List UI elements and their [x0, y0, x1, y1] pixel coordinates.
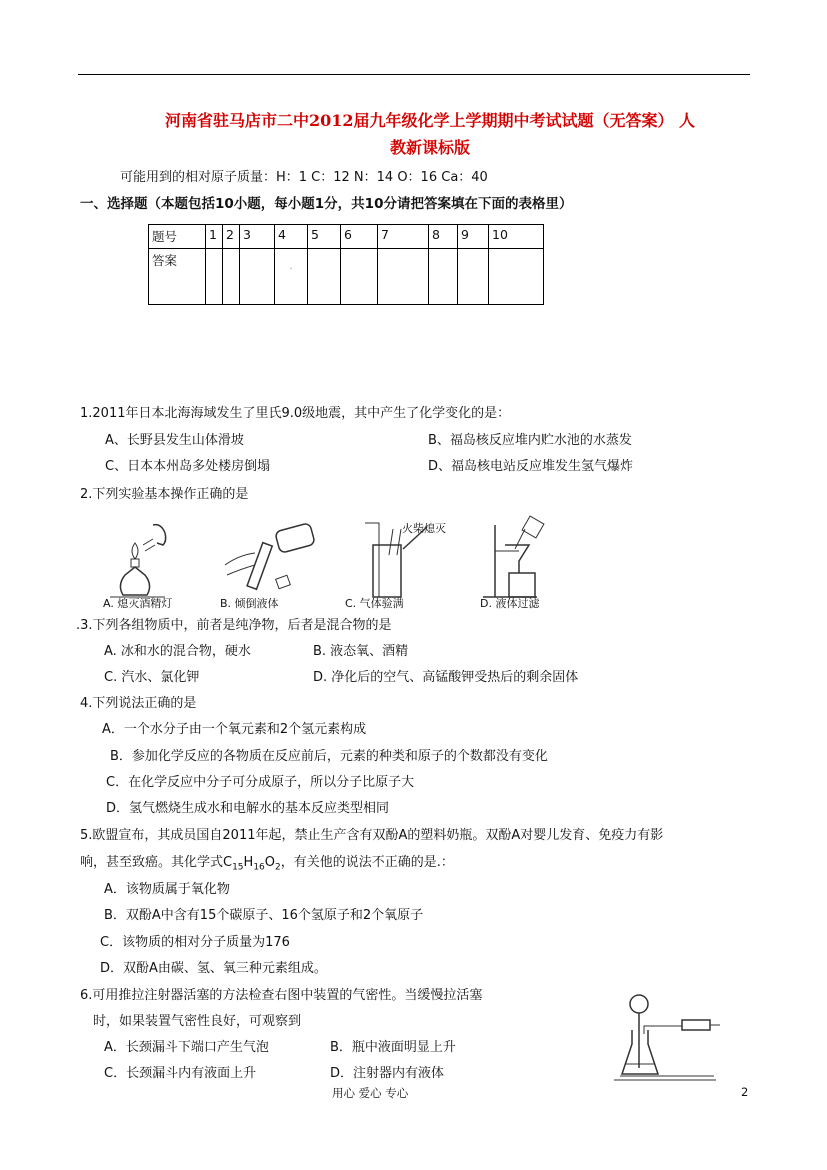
answer-cell[interactable]: [429, 249, 458, 305]
answer-row: [149, 249, 544, 305]
answer-cell[interactable]: [308, 249, 341, 305]
figure-q6-apparatus: [612, 990, 722, 1086]
figure-d-filtration: [475, 515, 555, 607]
table-cell-number: 3: [240, 225, 275, 249]
formula-o: O: [264, 855, 275, 870]
q5-stem-line-1: 5.欧盟宣布，其成员国自2011年起，禁止生产含有双酚A的塑料奶瓶。双酚A对婴儿发育、免疫力有影: [80, 828, 664, 843]
answer-cell[interactable]: [489, 249, 544, 305]
table-cell-number: 8: [429, 225, 458, 249]
section-heading: 一、选择题（本题包括10小题，每小题1分，共10分请把答案填在下面的表格里）: [80, 196, 573, 212]
figure-a-caption: A. 熄灭酒精灯: [103, 597, 173, 610]
q2-stem: 2.下列实验基本操作正确的是: [80, 487, 249, 502]
answer-table: [148, 224, 544, 305]
answer-cell[interactable]: [341, 249, 378, 305]
table-cell-number: 4: [275, 225, 308, 249]
formula-subscript-c: 15: [232, 862, 244, 873]
figure-c-label: 火柴熄灭: [402, 522, 446, 535]
q3-option-b: B. 液态氧、酒精: [313, 644, 409, 659]
q5-stem-pre: 响，甚至致癌。其化学式C: [80, 855, 233, 870]
answer-cell[interactable]: [378, 249, 429, 305]
q6-option-b: B．瓶中液面明显上升: [330, 1040, 456, 1055]
table-label-answer: 答案: [149, 249, 206, 305]
q4-option-d: D．氢气燃烧生成水和电解水的基本反应类型相同: [106, 801, 390, 816]
q3-option-d: D. 净化后的空气、高锰酸钾受热后的剩余固体: [313, 670, 579, 685]
answer-cell[interactable]: [458, 249, 489, 305]
formula-subscript-h: 16: [253, 862, 265, 873]
figure-b-pour-liquid: [215, 515, 325, 607]
q1-option-c: C、日本本州岛多处楼房倒塌: [105, 459, 271, 474]
header-rule: [78, 74, 750, 75]
table-cell-number: 10: [489, 225, 544, 249]
q5-stem-post: ，有关他的说法不正确的是.：: [280, 855, 454, 870]
q4-option-c: C．在化学反应中分子可分成原子，所以分子比原子大: [106, 775, 415, 790]
answer-cell[interactable]: [206, 249, 223, 305]
footer-motto: 用心 爱心 专心: [332, 1086, 409, 1100]
atomic-mass-line: 可能用到的相对原子质量：H：1 C：12 N：14 O：16 Ca：40: [120, 170, 488, 185]
q4-stem: 4.下列说法正确的是: [80, 696, 197, 711]
q5-option-c: C．该物质的相对分子质量为176: [100, 935, 290, 950]
table-cell-number: 5: [308, 225, 341, 249]
q6-option-d: D．注射器内有液体: [330, 1066, 445, 1081]
q3-stem: .3.下列各组物质中，前者是纯净物，后者是混合物的是: [76, 618, 392, 633]
table-dot: .: [289, 261, 293, 272]
q4-option-b: B．参加化学反应的各物质在反应前后，元素的种类和原子的个数都没有变化: [110, 749, 548, 764]
q1-option-d: D、福岛核电站反应堆发生氢气爆炸: [428, 459, 634, 474]
q5-stem-line-2: [80, 851, 454, 873]
q1-stem: 1.2011年日本北海海域发生了里氏9.0级地震，其中产生了化学变化的是：: [80, 406, 511, 421]
formula-subscript-o: 2: [275, 862, 281, 873]
q5-option-b: B．双酚A中含有15个碳原子、16个氢原子和2个氧原子: [104, 908, 424, 923]
figure-b-caption: B. 倾倒液体: [220, 597, 279, 610]
q3-option-c: C. 汽水、氯化钾: [104, 670, 200, 685]
q5-option-d: D．双酚A由碳、氢、氧三种元素组成。: [100, 961, 327, 976]
title-line-1: 河南省驻马店市二中2012届九年级化学上学期期中考试试题（无答案） 人: [164, 111, 696, 130]
answer-cell[interactable]: [275, 249, 308, 305]
table-cell-number: 7: [378, 225, 429, 249]
q4-option-a: A．一个水分子由一个氧元素和2个氢元素构成: [102, 722, 367, 737]
q5-option-a: A．该物质属于氧化物: [104, 882, 230, 897]
figure-d-caption: D. 液体过滤: [480, 597, 540, 610]
number-row: [149, 225, 544, 249]
answer-cell[interactable]: [240, 249, 275, 305]
q6-stem-line-1: 6.可用推拉注射器活塞的方法检查右图中装置的气密性。当缓慢拉活塞: [80, 988, 483, 1003]
table-cell-number: 1: [206, 225, 223, 249]
q1-option-b: B、福岛核反应堆内贮水池的水蒸发: [428, 433, 632, 448]
table-cell-number: 6: [341, 225, 378, 249]
page-number: 2: [741, 1085, 749, 1099]
q6-option-a: A．长颈漏斗下端口产生气泡: [104, 1040, 269, 1055]
table-cell-number: 2: [223, 225, 240, 249]
q1-option-a: A、长野县发生山体滑坡: [105, 433, 244, 448]
table-cell-number: 9: [458, 225, 489, 249]
formula-h: H: [243, 855, 254, 870]
figure-a-alcohol-lamp: [95, 515, 195, 607]
table-label-number: 题号: [149, 225, 206, 249]
title-line-2: 教新课标版: [389, 138, 470, 157]
figure-c-caption: C. 气体验满: [345, 597, 404, 610]
q6-option-c: C．长颈漏斗内有液面上升: [104, 1066, 257, 1081]
answer-cell[interactable]: [223, 249, 240, 305]
q6-stem-line-2: 时，如果装置气密性良好，可观察到: [93, 1014, 302, 1029]
q3-option-a: A. 冰和水的混合物，硬水: [104, 644, 251, 659]
